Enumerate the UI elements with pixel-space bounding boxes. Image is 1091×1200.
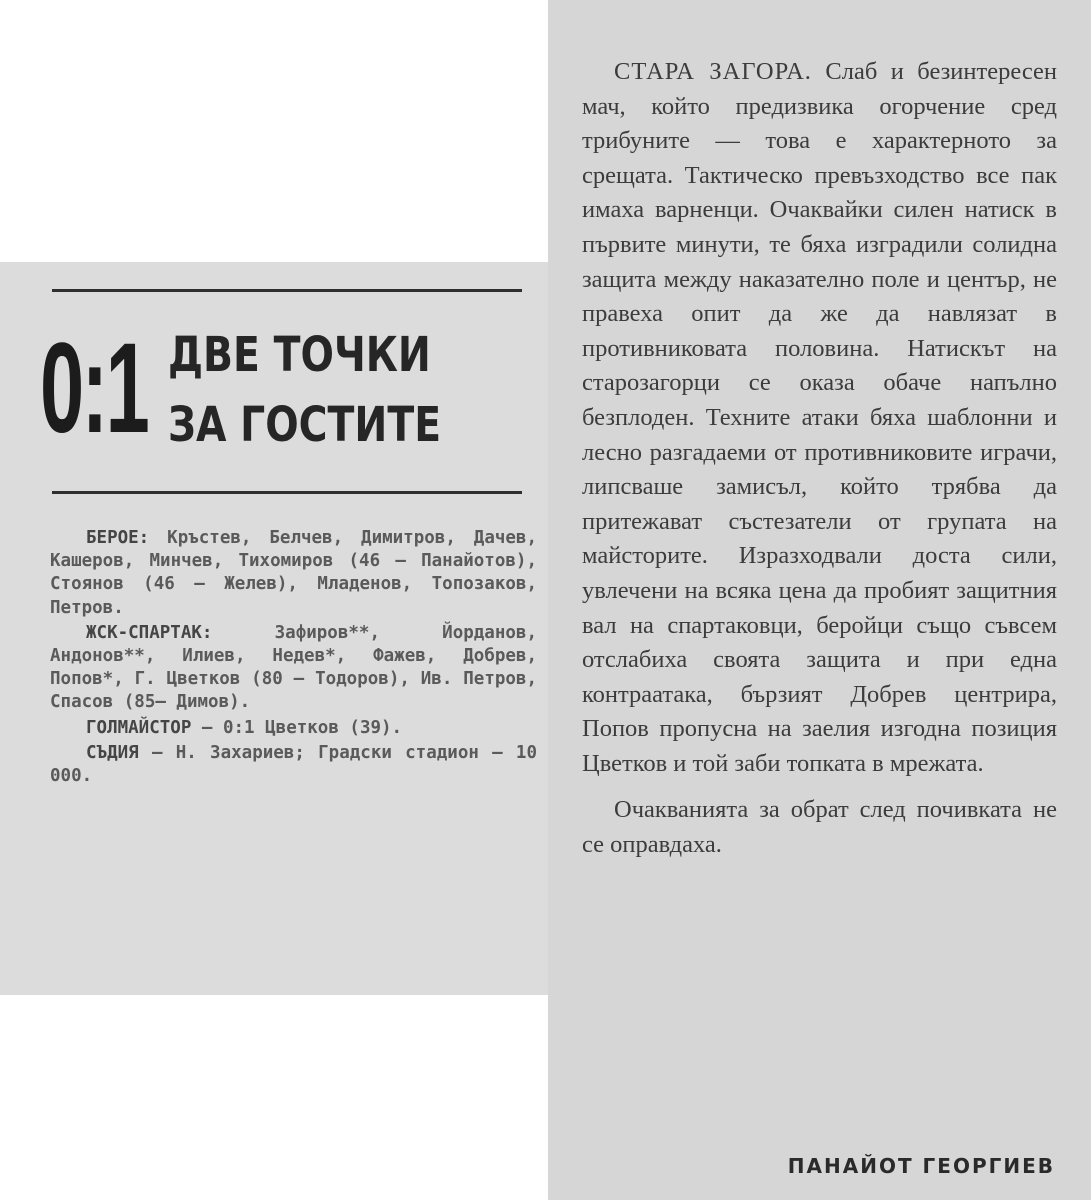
match-report-box xyxy=(0,262,560,995)
headline-line-2: ЗА ГОСТИТЕ xyxy=(168,397,442,453)
top-rule xyxy=(52,289,522,292)
article-body xyxy=(582,55,1057,863)
bottom-rule xyxy=(52,491,522,494)
article-paragraph-1-text: Слаб и безинтересен мач, който предизвика огорчение сред трибуните — това е характерното за срещата. Тактическо превъзходство все пак имаха варненци. Очаквайки силен натиск в първите минути, те бяха изградили солидна защита между наказателно поле и център, не правеха опит да же да навлязат в противниковата половина. Натискът на старозагорци се оказа обаче напълно безплоден. Техните атаки бяха шаблонни и лесно разгадаеми от противниковите играчи, липсваше замисъл, който трябва да притежават състезатели от групата на майсторите. Изразходвали доста сили, увлечени на всяка цена да пробият защитния вал на спартаковци, беройци също съвсем отслабиха своята защита и при една контраатака, бързият Добрев центрира, Попов пропусна на заелия изгодна позиция Цветков и той заби топката в мрежата. xyxy=(582,58,1057,777)
scorer-line xyxy=(50,717,537,740)
scorer-text: — 0:1 Цветков (39). xyxy=(201,717,403,738)
dateline-city: СТАРА ЗАГОРА. xyxy=(614,58,812,85)
team-name-away: ЖСК-СПАРТАК: xyxy=(86,622,213,643)
article-column xyxy=(548,0,1091,1200)
lineups-block xyxy=(50,527,537,790)
referee-text: — Н. Захариев; Градски стадион — 10 000. xyxy=(50,742,537,787)
referee-label: СЪДИЯ xyxy=(86,742,139,763)
score-heading: 0:1 xyxy=(40,317,148,460)
lineup-away xyxy=(50,622,537,715)
lineup-home-players: Кръстев, Белчев, Димитров, Дачев, Кашеров, Минчев, Тихомиров (46 — Панайотов), Стоянов (46 — Желев), Младенов, Топозаков, Петров. xyxy=(50,528,538,618)
team-name-home: БЕРОЕ: xyxy=(86,528,150,548)
lineup-away-players: Зафиров**, Йорданов, Андонов**, Илиев, Недев*, Фажев, Добрев, Попов*, Г. Цветков (80 — Тодоров), Ив. Петров, Спасов (85— Димов). xyxy=(50,622,537,713)
lineup-home xyxy=(50,527,537,620)
byline: ПАНАЙОТ ГЕОРГИЕВ xyxy=(787,1154,1055,1178)
article-paragraph-1 xyxy=(582,55,1057,781)
headline xyxy=(168,320,442,460)
article-paragraph-2: Очакванията за обрат след почивката не се оправдаха. xyxy=(582,796,1057,859)
scorer-label: ГОЛМАЙСТОР xyxy=(86,717,192,738)
referee-line xyxy=(50,742,537,788)
headline-line-1: ДВЕ ТОЧКИ xyxy=(168,327,431,383)
